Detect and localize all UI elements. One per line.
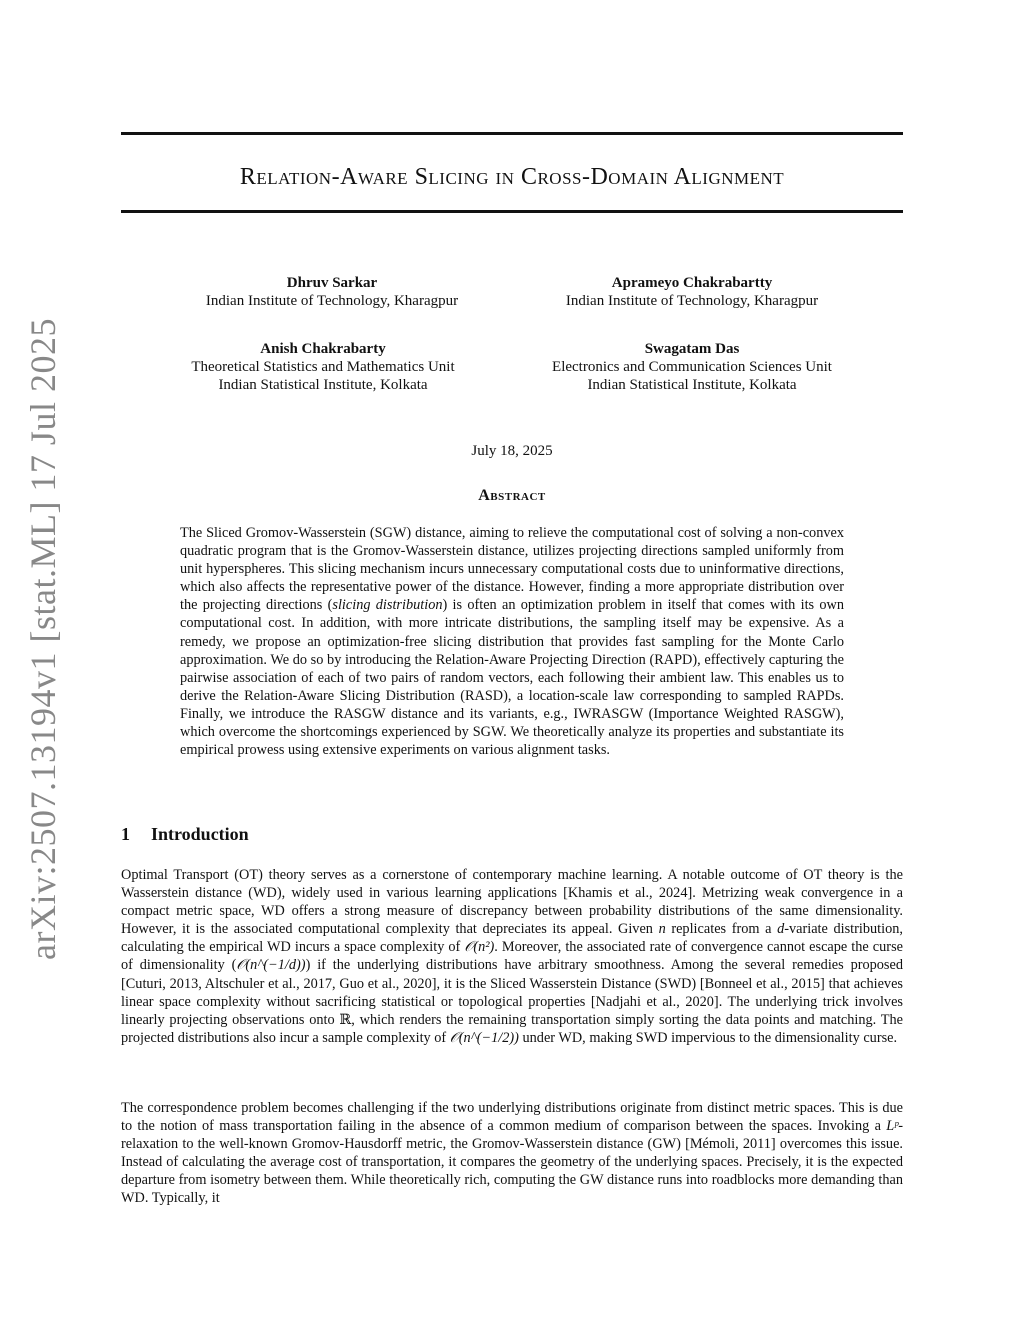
abstract-emphasis: slicing distribution: [332, 597, 443, 614]
text-segment: Optimal Transport (OT) theory serves as a cornerstone of contemporary machine learning. A notable outcome of OT theory is the Wasserstein distance (WD), widely used in various learning applications [Khamis et al., 2024]. Metrizing weak convergence in a compact metric space, WD offers a strong measure of discrepancy between probability distributions of the same dimensionality. However, it is the associated computational complexity that depreciates its appeal. Given: [121, 867, 903, 938]
body-paragraph: [121, 866, 903, 1047]
body-paragraph: [121, 1099, 903, 1208]
math-inline: 𝒪(n^(−1/d)): [236, 957, 306, 974]
text-segment: ) if the underlying distributions have arbitrary smoothness. Among the several remedies proposed [Cuturi, 2013, Altschuler et al., 2017, Guo et al., 2020], it is the Sliced Wasserstein Distance (SWD) [Bonneel et al., 2015] that achieves linear space complexity without sacrificing statistical or topological properties [Nadjahi et al., 2020]. The underlying trick involves linearly projecting observations onto ℝ, which renders the remaining transportation simply sorting the data points and matching. The projected distributions also incur a sample complexity of: [121, 957, 903, 1046]
title-rule-top: [121, 132, 903, 135]
section-title: Introduction: [151, 824, 249, 844]
author-affiliation: Indian Institute of Technology, Kharagpur: [205, 293, 459, 309]
math-inline: 𝒪(n²): [464, 939, 495, 956]
paper-date: July 18, 2025: [471, 443, 553, 459]
author-affiliation: Indian Statistical Institute, Kolkata: [218, 377, 428, 393]
paper-title: Relation-Aware Slicing in Cross-Domain Alignment: [239, 164, 785, 190]
author-block: [152, 340, 494, 394]
abstract-heading: Abstract: [478, 487, 546, 504]
author-name: Anish Chakrabarty: [260, 341, 386, 357]
abstract-segment: The Sliced Gromov-Wasserstein (SGW) distance, aiming to relieve the computational cost of solving a non-convex quadratic program that is the Gromov-Wasserstein distance, utilizes projecting directions sampled uniformly from unit hyperspheres. This slicing mechanism incurs unnecessary computational costs due to uninformative directions, which also affects the representative power of the distance. However, finding a more appropriate distribution over the projecting directions (: [180, 525, 844, 614]
abstract-text: [180, 524, 844, 759]
author-block: [162, 274, 502, 310]
title-rule-bottom: [121, 210, 903, 213]
text-segment: . Moreover, the associated rate of convergence cannot escape the curse of dimensionality (: [121, 939, 903, 974]
text-segment: under WD, making SWD impervious to the dimensionality curse.: [518, 1029, 898, 1046]
author-name: Dhruv Sarkar: [286, 275, 378, 291]
text-segment: -relaxation to the well-known Gromov-Hausdorff metric, the Gromov-Wasserstein distance (GW) [Mémoli, 2011] overcomes this issue. Instead of calculating the average cost of transportation, it compares the geometry of the underlying spaces. Precisely, it is the expected departure from isometry between them. While theoretically rich, computing the GW distance runs into roadblocks more demanding than WD. Typically, it: [121, 1118, 903, 1207]
author-affiliation: Theoretical Statistics and Mathematics Unit: [191, 359, 455, 375]
author-affiliation: Electronics and Communication Sciences Unit: [552, 359, 832, 375]
math-inline: Lᵖ: [886, 1118, 899, 1135]
author-block: [520, 340, 864, 394]
arxiv-identifier: arXiv:2507.13194v1 [stat.ML] 17 Jul 2025: [23, 318, 63, 960]
math-inline: n: [658, 921, 666, 938]
abstract-segment: ) is often an optimization problem in itself that comes with its own computational cost. In addition, with more intricate distributions, the sampling itself may be expensive. As a remedy, we propose an optimization-free slicing distribution that provides fast sampling for the Monte Carlo approximation. We do so by introducing the Relation-Aware Projecting Direction (RAPD), effectively capturing the pairwise association of each of two pairs of random vectors, each following their ambient law. This enables us to derive the Relation-Aware Slicing Distribution (RASD), a location-scale law corresponding to sampled RAPDs. Finally, we introduce the RASGW distance and its variants, e.g., IWRASGW (Importance Weighted RASGW), which overcome the shortcomings experienced by SGW. We theoretically analyze its properties and substantiate its empirical prowess using extensive experiments on various alignment tasks.: [180, 597, 844, 759]
text-segment: The correspondence problem becomes challenging if the two underlying distributions originate from distinct metric spaces. This is due to the notion of mass transportation failing in the absence of a common medium of comparison between the spaces. Invoking a: [121, 1100, 903, 1135]
author-name: Aprameyo Chakrabartty: [611, 275, 773, 291]
author-name: Swagatam Das: [644, 341, 740, 357]
section-number: 1: [121, 824, 130, 844]
text-segment: -variate distribution, calculating the empirical WD incurs a space complexity of: [121, 921, 903, 956]
section-heading: [121, 824, 249, 845]
math-inline: 𝒪(n^(−1/2)): [449, 1029, 519, 1046]
math-inline: d: [777, 921, 785, 938]
text-segment: replicates from a: [665, 921, 778, 938]
author-affiliation: Indian Institute of Technology, Kharagpur: [565, 293, 819, 309]
author-block: [522, 274, 862, 310]
author-affiliation: Indian Statistical Institute, Kolkata: [587, 377, 797, 393]
